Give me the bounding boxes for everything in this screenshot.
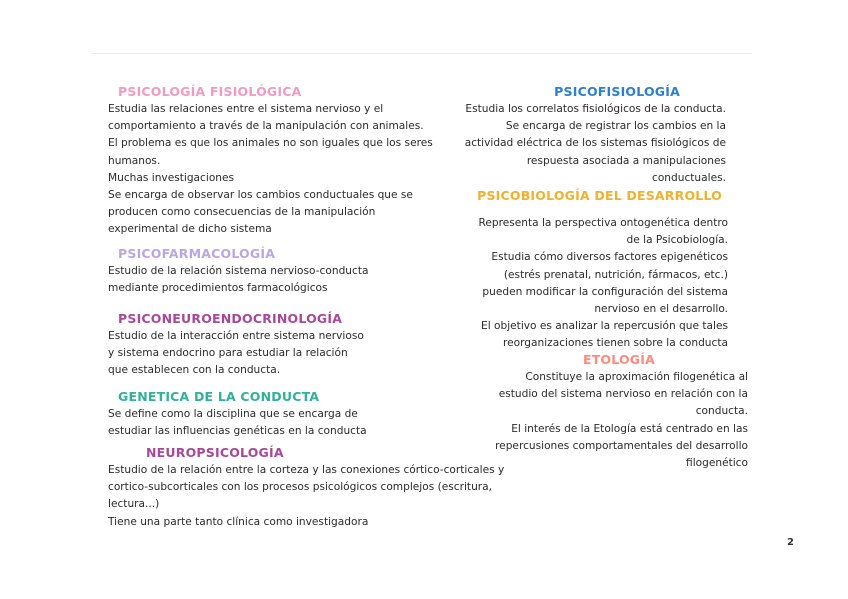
section-psiconeuroendocrinologia <box>108 311 448 380</box>
section-title: GENETICA DE LA CONDUCTA <box>118 389 320 404</box>
section-neuropsicologia <box>108 445 528 531</box>
section-text: Estudia los correlatos fisiológicos de la conducta. Se encarga de registrar los cambios en la actividad eléctrica de los sistemas fisiológicos de respuesta asociada a manipulaciones conductuales. <box>464 103 726 184</box>
section-title: PSICOLOGÍA FISIOLÓGICA <box>118 84 302 99</box>
section-psicofarmacologia <box>108 246 448 297</box>
section-title: ETOLOGÍA <box>582 352 655 367</box>
section-psicobiologia-desarrollo <box>446 188 728 353</box>
section-title: PSICONEUROENDOCRINOLOGÍA <box>118 311 343 326</box>
section-text: Representa la perspectiva ontogenética dentro de la Psicobiología. Estudia cómo diversos factores epigenéticos (estrés prenatal, nutrición, fármacos, etc.) pueden modificar la configuración del sistema nervioso en el desarrollo. El objetivo es analizar la repercusión que tales reorganizaciones tienen sobre la conducta <box>478 217 728 350</box>
section-text: Estudio de la relación sistema nervioso-conducta mediante procedimientos farmacológicos <box>108 265 369 295</box>
section-title: PSICOFARMACOLOGÍA <box>118 246 276 261</box>
section-psicologia-fisiologica <box>108 84 468 239</box>
page-number: 2 <box>787 537 794 548</box>
section-text: Estudio de la interacción entre sistema nervioso y sistema endocrino para estudiar la relación que establecen con la conducta. <box>108 330 364 377</box>
section-genetica-conducta <box>108 389 448 440</box>
top-divider <box>92 53 752 54</box>
section-title: PSICOBIOLOGÍA DEL DESARROLLO <box>477 188 722 203</box>
section-etologia <box>468 352 748 472</box>
section-text: Constituye la aproximación filogenética al estudio del sistema nervioso en relación con la conducta. El interés de la Etología está centrado en las repercusiones comportamentales del desarrollo filogenético <box>495 371 748 470</box>
section-text: Estudia las relaciones entre el sistema nervioso y el comportamiento a través de la manipulación con animales. El problema es que los animales no son iguales que los seres humanos. Muchas investigaciones Se encarga de observar los cambios conductuales que se producen como consecuencias de la manipulación experimental de dicho sistema <box>108 103 433 236</box>
section-psicofisiologia <box>448 84 726 187</box>
section-title: NEUROPSICOLOGÍA <box>146 445 284 460</box>
section-title: PSICOFISIOLOGÍA <box>554 84 680 99</box>
section-text: Estudio de la relación entre la corteza y las conexiones córtico-corticales y cortico-subcorticales con los procesos psicológicos complejos (escritura, lectura...) Tiene una parte tanto clínica como investigadora <box>108 464 505 528</box>
section-text: Se define como la disciplina que se encarga de estudiar las influencias genéticas en la conducta <box>108 408 367 438</box>
